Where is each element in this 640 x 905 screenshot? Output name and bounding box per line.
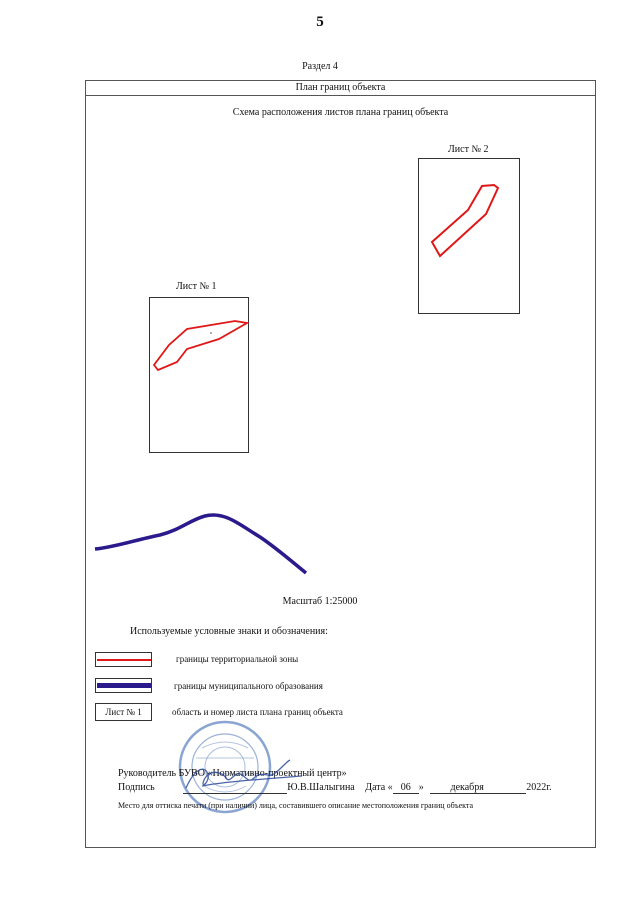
legend-swatch-municipal <box>95 678 152 693</box>
plan-header: План границ объекта <box>86 81 595 96</box>
legend-swatch-sheet: Лист № 1 <box>95 703 152 721</box>
sheet-1-zone-boundary <box>149 297 249 453</box>
legend-text-municipal: границы муниципального образования <box>174 681 323 691</box>
page-number: 5 <box>316 14 324 30</box>
municipal-boundary-line <box>90 505 320 580</box>
sheet-1-label: Лист № 1 <box>176 281 217 292</box>
legend-title: Используемые условные знаки и обозначения: <box>130 626 328 637</box>
date-month: декабря <box>430 782 504 794</box>
signature-position: Руководитель БУВО «Нормативно-проектный центр» <box>118 768 347 779</box>
handwritten-signature <box>182 756 307 798</box>
stamp-note: Место для оттиска печати (при наличии) лица, составившего описание местоположения границ объекта <box>118 801 474 810</box>
signature-name: Ю.В.Шалыгина <box>287 782 355 793</box>
section-label: Раздел 4 <box>302 61 338 72</box>
legend-swatch-zone <box>95 652 152 667</box>
signature-podpis-label: Подпись <box>118 782 155 793</box>
scale-label: Масштаб 1:25000 <box>282 596 358 607</box>
sheet-2-zone-boundary <box>418 158 520 314</box>
date-day: 06 <box>393 782 419 794</box>
scheme-title: Схема расположения листов плана границ объекта <box>232 107 449 118</box>
sheet-2-label: Лист № 2 <box>448 144 489 155</box>
date-close: » <box>418 782 424 793</box>
legend-text-sheet: область и номер листа плана границ объекта <box>172 707 343 717</box>
date-label: Дата « <box>365 782 393 793</box>
date-year: 2022г. <box>526 782 552 793</box>
legend-text-zone: границы территориальной зоны <box>176 654 299 664</box>
